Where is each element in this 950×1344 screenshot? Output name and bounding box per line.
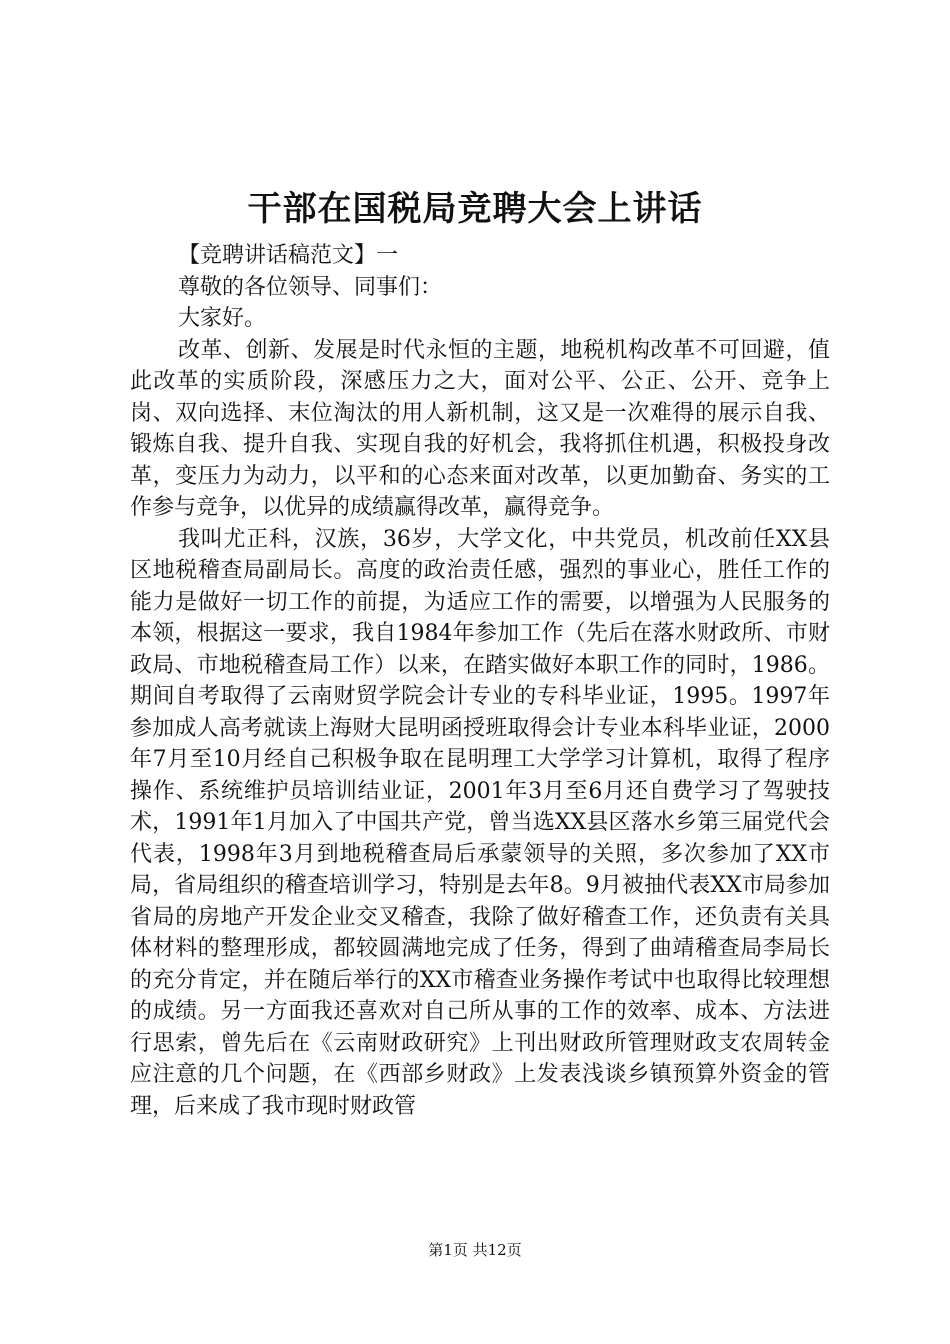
paragraph-self-introduction: 我叫尤正科，汉族，36岁，大学文化，中共党员，机改前任XX县区地税稽查局副局长。高度的政治责任感，强烈的事业心，胜任工作的能力是做好一切工作的前提，为适应工作的需要，以增强为人民服务的本领，根据这一要求，我自1984年参加工作（先后在落水财政所、市财政局、市地税稽查局工作）以来，在踏实做好本职工作的同时，1986。期间自考取得了云南财贸学院会计专业的专科毕业证，1995。1997年参加成人高考就读上海财大昆明函授班取得会计专业本科毕业证，2000年7月至10月经自己积极争取在昆明理工大学学习计算机，取得了程序操作、系统维护员培训结业证，2001年3月至6月还自费学习了驾驶技术，1991年1月加入了中国共产党，曾当选XX县区落水乡第三届党代会代表，1998年3月到地税稽查局后承蒙领导的关照，多次参加了XX市局，省局组织的稽查培训学习，特别是去年8。9月被抽代表XX市局参加省局的房地产开发企业交叉稽查，我除了做好稽查工作，还负责有关具体材料的整理形成，都较圆满地完成了任务，得到了曲靖稽查局李局长的充分肯定，并在随后举行的XX市稽查业务操作考试中也取得比较理想的成绩。另一方面我还喜欢对自己所从事的工作的效率、成本、方法进行思索，曾先后在《云南财政研究》上刊出财政所管理财政支农周转金应注意的几个问题，在《西部乡财政》上发表浅谈乡镇预算外资金的管理，后来成了我市现时财政管 xyxy=(130,526,830,1119)
paragraph-greeting: 大家好。 xyxy=(178,306,267,331)
document-title: 干部在国税局竞聘大会上讲话 xyxy=(247,189,703,229)
page-number: 第1页 共12页 xyxy=(428,1241,522,1259)
paragraph-intro: 改革、创新、发展是时代永恒的主题，地税机构改革不可回避，值此改革的实质阶段，深感压力之大，面对公平、公正、公开、竞争上岗、双向选择、末位淘汰的用人新机制，这又是一次难得的展示自我、锻炼自我、提升自我、实现自我的好机会，我将抓住机遇，积极投身改革，变压力为动力，以平和的心态来面对改革，以更加勤奋、务实的工作参与竞争，以优异的成绩赢得改革，赢得竞争。 xyxy=(130,337,830,520)
paragraph-heading: 【竞聘讲话稿范文】一 xyxy=(178,243,399,268)
paragraph-salutation: 尊敬的各位领导、同事们： xyxy=(178,274,443,300)
document-body xyxy=(130,240,830,1122)
